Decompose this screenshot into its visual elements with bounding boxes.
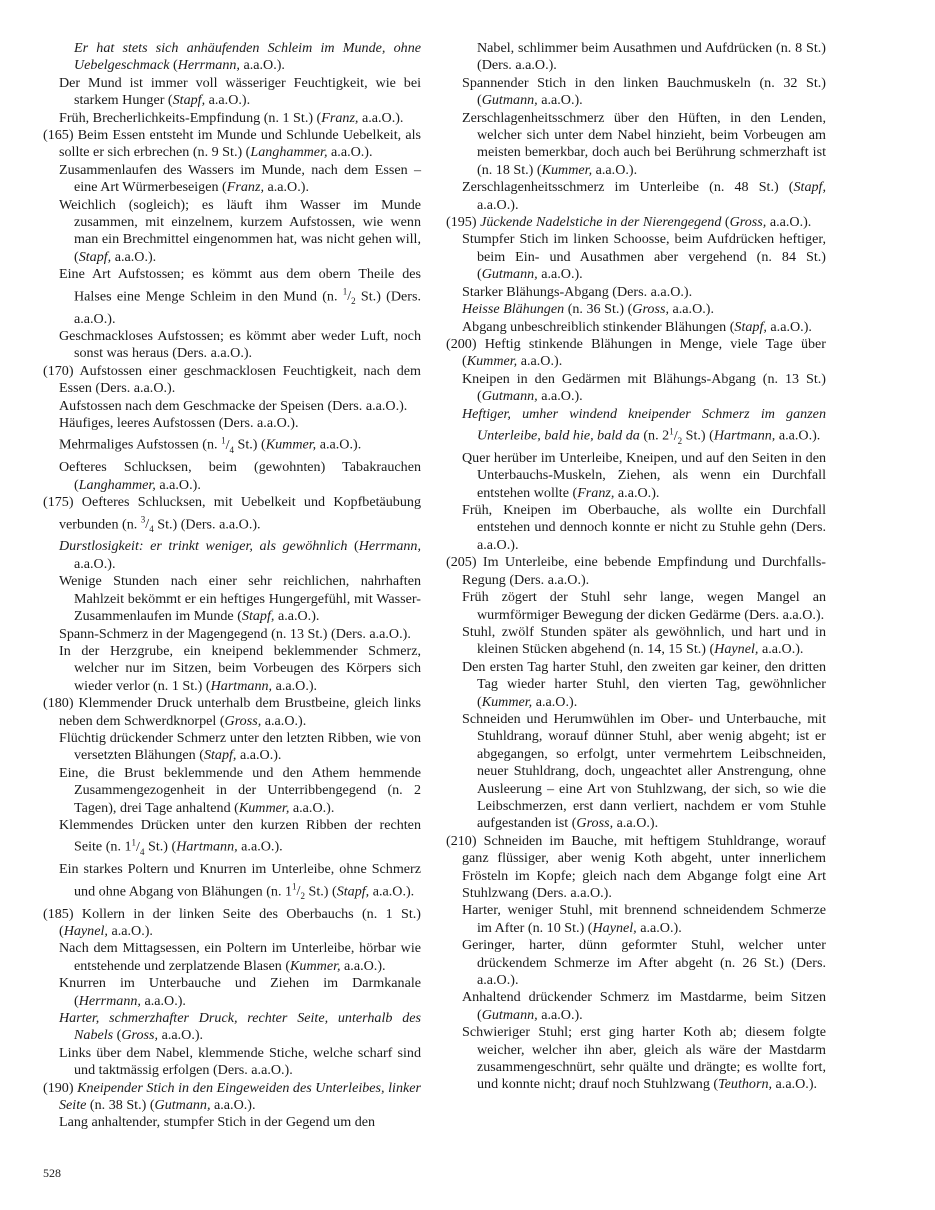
italic-text: Herrmann,: [177, 57, 240, 74]
italic-text: Gutmann,: [481, 1006, 538, 1023]
text-run: Früh, Brecherlichkeits-Empfindung (n. 1 St.) (: [59, 109, 322, 126]
italic-text: Durstlosigkeit: er trinkt weniger, als gewöhnlich: [59, 538, 348, 555]
text-run: Eine, die Brust beklemmende und den Athem hemmende Zusammengezogenheit in der Unterribbengegend (n. 2 Tagen), drei Tage anhaltend (: [59, 764, 421, 816]
text-run: a.a.O.).: [74, 555, 116, 572]
italic-text: Haynel,: [592, 919, 637, 936]
text-run: a.a.O.).: [289, 799, 335, 816]
numbered-entry: [43, 363, 421, 398]
text-run: a.a.O.).: [274, 608, 320, 625]
symptom-entry: [43, 573, 421, 625]
text-run: (175) Oefteres Schlucksen, mit Uebelkeit und Kopfbetäubung verbunden (n.: [43, 494, 421, 533]
text-run: a.a.O.).: [532, 693, 578, 710]
italic-text: Haynel,: [63, 923, 108, 939]
numbered-entry: [43, 494, 421, 538]
text-run: a.a.O.).: [537, 388, 583, 405]
symptom-entry: [446, 301, 826, 318]
fraction: $^3/_4$: [140, 514, 154, 535]
italic-text: Haynel,: [714, 641, 759, 658]
italic-text: Gutmann,: [481, 92, 538, 109]
italic-text: Gutmann,: [481, 388, 538, 405]
italic-text: Kummer,: [466, 353, 518, 370]
text-run: a.a.O.).: [261, 712, 307, 729]
fraction: $^1/_2$: [292, 881, 305, 902]
text-run: Oefteres Schlucksen, beim (gewohnten) Tabakrauchen (: [59, 459, 421, 493]
italic-text: Gross,: [632, 301, 669, 318]
text-run: Lang anhaltender, stumpfer Stich in der Gegend um den: [59, 1114, 376, 1131]
italic-text: Gross,: [121, 1027, 159, 1044]
text-run: St.) (: [682, 427, 714, 444]
italic-text: Stapf,: [78, 248, 112, 265]
text-run: a.a.O.).: [537, 1006, 583, 1023]
italic-text: Heisse Blähungen: [462, 301, 565, 318]
text-run: Eine Art Aufstossen; es kömmt aus dem obern Theile des Halses eine Menge Schleim in den Mund (n.: [59, 266, 421, 305]
text-run: Zusammenlaufen des Wassers im Munde, nach dem Essen – eine Art Würmerbeseigen (: [59, 161, 421, 196]
numbered-entry: [43, 1080, 421, 1115]
italic-text: Hartmann,: [176, 839, 238, 856]
italic-text: Kneipender Stich in den Eingeweiden des Unterleibes, linker Seite: [59, 1079, 421, 1114]
text-run: Klemmendes Drücken unter den kurzen Ribben der rechten Seite (n. 1: [59, 816, 421, 856]
text-run: (n. 2: [639, 427, 670, 444]
text-run: Geringer, harter, dünn geformter Stuhl, welcher unter drückendem Schmerze im After abgeht (n. 26 St.) (Ders. a.a.O.).: [462, 937, 826, 989]
symptom-entry: [446, 624, 826, 659]
symptom-entry: [43, 730, 421, 765]
symptom-entry: [446, 502, 826, 554]
text-run: a.a.O.).: [477, 196, 519, 213]
numbered-entry: [446, 554, 826, 589]
numbered-entry: [43, 906, 421, 941]
symptom-entry: [43, 538, 421, 573]
text-run: Nach dem Mittagsessen, ein Poltern im Unterleibe, hörbar wie entstehende und zerplatzende Blasen (: [59, 940, 421, 974]
text-run: Links über dem Nabel, klemmende Stiche, welche scharf sind und taktmässig erfolgen (Ders. a.a.O.).: [59, 1044, 421, 1079]
italic-text: Gross,: [729, 214, 767, 231]
text-run: Stumpfer Stich im linken Schoosse, beim Aufdrücken heftiger, beim Ein- und Ausathmen aber vergehend (n. 84 St.) (: [462, 231, 826, 283]
text-run: a.a.O.).: [369, 883, 415, 900]
numbered-entry: [43, 695, 421, 730]
text-run: a.a.O.).: [668, 301, 714, 318]
symptom-entry: [43, 1045, 421, 1080]
text-run: (165) Beim Essen entsteht im Munde und Schlunde Uebelkeit, als sollte er sich erbrechen (n. 9 St.) (: [43, 127, 421, 161]
fraction: $^1/_2$: [342, 286, 356, 307]
symptom-entry: [446, 40, 826, 75]
text-run: Mehrmaliges Aufstossen (n.: [59, 437, 222, 454]
symptom-entry: [446, 406, 826, 450]
text-run: Spann-Schmerz in der Magengegend (n. 13 St.) (Ders. a.a.O.).: [59, 625, 411, 642]
text-run: a.a.O.).: [592, 161, 638, 178]
text-run: a.a.O.).: [205, 92, 251, 109]
text-run: a.a.O.).: [766, 214, 812, 231]
symptom-entry: [43, 415, 421, 432]
italic-text: Teuthorn,: [718, 1076, 773, 1093]
text-run: (n. 36 St.) (: [564, 301, 633, 318]
italic-text: Harter, schmerzhafter Druck, rechter Seite, unterhalb des Nabels: [59, 1010, 421, 1044]
text-run: Früh, Kneipen im Oberbauche, als wollte ein Durchfall entstehen und dennoch konnte er nicht zu Stuhle gehn (Ders. a.a.O.).: [462, 502, 826, 553]
text-run: a.a.O.).: [155, 476, 201, 493]
italic-text: Kummer,: [541, 161, 593, 178]
symptom-entry: [446, 371, 826, 406]
text-run: a.a.O.).: [766, 318, 812, 335]
text-run: Nabel, schlimmer beim Ausathmen und Aufdrücken (n. 8 St.) (Ders. a.a.O.).: [477, 40, 826, 74]
text-run: Zerschlagenheitsschmerz über den Hüften, in den Lenden, welcher sich unter dem Nabel hinzieht, beim Vorbeugen am meisten bemerkbar, doch auch bei Berührung schmerzhaft ist (n. 18 St.) (: [462, 109, 826, 178]
text-run: In der Herzgrube, ein kneipend beklemmender Schmerz, welcher nur im Sitzen, beim Vorbeugen des Körpers sich wieder verlor (n. 1 St.) (: [59, 642, 421, 694]
symptom-entry: [43, 75, 421, 110]
italic-text: Jückende Nadelstiche in der Nierengegend: [480, 214, 722, 231]
symptom-entry: [446, 284, 826, 301]
numbered-entry: [446, 336, 826, 371]
text-run: a.a.O.).: [775, 427, 821, 444]
text-run: Wenige Stunden nach einer sehr reichlichen, nahrhaften Mahlzeit bekömmt er ein heftiges Hungergefühl, mit Wasser-Zusammenlaufen im Munde (: [59, 573, 421, 625]
symptom-entry: [43, 432, 421, 459]
text-run: St.) (Ders. a.a.O.).: [74, 288, 421, 327]
numbered-entry: [446, 214, 826, 231]
text-run: Ein starkes Poltern und Knurren im Unterleibe, ohne Schmerz und ohne Abgang von Blähungen (n. 1: [59, 861, 421, 900]
text-run: Flüchtig drückender Schmerz unter den letzten Ribben, wie von versetzten Blähungen (: [59, 729, 421, 764]
text-run: a.a.O.).: [327, 144, 373, 161]
italic-text: Stapf,: [172, 92, 206, 109]
symptom-entry: [43, 940, 421, 975]
text-run: Weichlich (sogleich); es läuft ihm Wasser im Munde zusammen, mit einzelnem, kurzem Aufstossen, wie wenn man ein Brechmittel eingenommen hat, was nicht gehen will, (: [59, 196, 421, 265]
italic-text: Franz,: [321, 109, 359, 126]
italic-text: Kummer,: [265, 437, 317, 454]
numbered-entry: [446, 833, 826, 903]
symptom-entry: [446, 659, 826, 711]
page-number: 528: [43, 1166, 61, 1180]
symptom-entry: [446, 1024, 826, 1094]
text-run: Spannender Stich in den linken Bauchmuskeln (n. 32 St.) (: [462, 74, 826, 109]
italic-text: Kummer,: [238, 799, 290, 816]
text-run: a.a.O.).: [210, 1097, 256, 1114]
text-run: a.a.O.).: [613, 815, 659, 832]
text-run: a.a.O.).: [758, 641, 804, 658]
text-run: a.a.O.).: [316, 437, 362, 454]
text-run: Schwieriger Stuhl; erst ging harter Koth ab; diesem folgte weicher, welcher ihn aber, gleich als wäre der Mastdarm zusammengeschnürt, sehr quälte und drängte; es wollte fort, und konnte nicht; drauf noch Stuhlzwang (: [462, 1024, 826, 1093]
text-run: (: [169, 57, 178, 74]
text-run: Kneipen in den Gedärmen mit Blähungs-Abgang (n. 13 St.) (: [462, 370, 826, 405]
italic-text: Stapf,: [336, 883, 370, 900]
text-run: a.a.O.).: [537, 92, 583, 109]
symptom-entry: [43, 643, 421, 695]
italic-text: Herrmann,: [358, 538, 421, 555]
text-run: (210) Schneiden im Bauche, mit heftigem Stuhldrange, worauf ganz flüssiger, aber wenig Koth abgeht, unter innerlichem Frösteln im Kopfe; gleich nach dem Abgange folgt eine Art Stuhlzwang (Ders. a.a.O.).: [446, 832, 826, 901]
symptom-entry: [43, 817, 421, 861]
symptom-entry: [43, 459, 421, 494]
text-run: (195): [446, 214, 481, 231]
text-run: a.a.O.).: [636, 919, 682, 936]
text-run: a.a.O.).: [107, 923, 153, 939]
symptom-entry: [43, 975, 421, 1010]
text-run: (190): [43, 1079, 78, 1096]
italic-text: Kummer,: [481, 693, 533, 710]
text-run: Früh zögert der Stuhl sehr lange, wegen Mangel an wurmförmiger Bewegung der dicken Gedärme (Ders. a.a.O.).: [462, 589, 826, 623]
text-run: a.a.O.).: [340, 957, 386, 974]
fraction: $^1/_4$: [221, 435, 234, 455]
italic-text: Stapf,: [241, 608, 275, 625]
symptom-entry: [43, 266, 421, 328]
text-run: Zerschlagenheitsschmerz im Unterleibe (n. 48 St.) (: [462, 179, 794, 196]
text-run: a.a.O.).: [772, 1076, 818, 1093]
italic-text: Stapf,: [793, 179, 826, 196]
symptom-entry: [446, 179, 826, 214]
text-run: Harter, weniger Stuhl, mit brennend schneidendem Schmerze im After (n. 10 St.) (: [462, 902, 826, 936]
text-run: Quer herüber im Unterleibe, Kneipen, und auf den Seiten in den Unterbauchs-Muskeln, Ziehen, als wenn ein Durchfall entstehen wollte (: [462, 449, 826, 501]
italic-text: Hartmann,: [713, 427, 776, 444]
text-run: (205) Im Unterleibe, eine bebende Empfindung und Durchfalls-Regung (Ders. a.a.O.).: [446, 554, 826, 588]
symptom-entry: [43, 328, 421, 363]
italic-text: Er hat stets sich anhäufenden Schleim im Munde, ohne Uebelgeschmack: [74, 40, 421, 74]
italic-text: Stapf,: [203, 747, 237, 764]
text-run: Den ersten Tag harter Stuhl, den zweiten gar keiner, den dritten Tag wieder harter Stuhl, den vierten Tag, gewöhnlicher (: [462, 658, 826, 710]
text-run: a.a.O.).: [239, 57, 285, 74]
text-run: St.) (: [144, 839, 177, 856]
text-run: (185) Kollern in der linken Seite des Oberbauchs (n. 1 St.) (: [43, 905, 421, 939]
italic-text: Gutmann,: [154, 1097, 211, 1114]
symptom-entry: [446, 989, 826, 1024]
text-run: a.a.O.).: [158, 1027, 204, 1044]
text-run: St.) (Ders. a.a.O.).: [153, 516, 261, 533]
text-run: a.a.O.).: [517, 353, 563, 370]
symptom-entry: [43, 40, 421, 75]
symptom-entry: [43, 1114, 421, 1131]
text-run: Häufiges, leeres Aufstossen (Ders. a.a.O.).: [59, 415, 299, 432]
italic-text: Kummer,: [290, 957, 341, 974]
symptom-entry: [43, 398, 421, 415]
text-run: (: [113, 1027, 122, 1044]
symptom-entry: [43, 765, 421, 817]
italic-text: Herrmann,: [78, 992, 141, 1009]
symptom-entry: [446, 450, 826, 502]
symptom-entry: [43, 162, 421, 197]
symptom-entry: [446, 110, 826, 180]
text-run: Anhaltend drückender Schmerz im Mastdarme, beim Sitzen (: [462, 989, 826, 1023]
text-run: Abgang unbeschreiblich stinkender Blähungen (: [462, 318, 735, 335]
symptom-entry: [446, 319, 826, 336]
italic-text: Hartmann,: [210, 677, 273, 694]
text-run: (: [721, 214, 730, 231]
italic-text: Heftiger, umher windend kneipender Schmerz im ganzen Unterleibe, bald hie, bald da: [462, 405, 826, 444]
italic-text: Gutmann,: [481, 266, 538, 283]
text-run: Starker Blähungs-Abgang (Ders. a.a.O.).: [462, 283, 693, 300]
text-run: (n. 38 St.) (: [86, 1097, 155, 1114]
fraction: $^1/_4$: [131, 837, 145, 857]
text-run: a.a.O.).: [111, 248, 157, 265]
text-run: a.a.O.).: [272, 677, 318, 694]
text-run: Der Mund ist immer voll wässeriger Feuchtigkeit, wie bei starkem Hunger (: [59, 74, 421, 109]
symptom-entry: [446, 75, 826, 110]
text-run: Geschmackloses Aufstossen; es kömmt aber weder Luft, noch sonst was heraus (Ders. a.a.O.).: [59, 328, 421, 362]
text-run: (200) Heftig stinkende Blähungen in Menge, viele Tage über (: [446, 335, 826, 370]
left-column: [43, 40, 421, 1132]
text-run: (170) Aufstossen einer geschmacklosen Feuchtigkeit, nach dem Essen (Ders. a.a.O.).: [43, 362, 421, 397]
text-run: a.a.O.).: [140, 992, 186, 1009]
symptom-entry: [446, 589, 826, 624]
fraction: $^1/_2$: [669, 425, 683, 446]
right-column: [446, 40, 826, 1094]
symptom-entry: [43, 626, 421, 643]
symptom-entry: [446, 902, 826, 937]
text-run: St.) (: [233, 437, 266, 454]
italic-text: Stapf,: [734, 318, 767, 335]
italic-text: Franz,: [226, 179, 264, 196]
symptom-entry: [446, 711, 826, 833]
symptom-entry: [446, 231, 826, 283]
italic-text: Franz,: [577, 484, 615, 501]
text-run: Schneiden und Herumwühlen im Ober- und Unterbauche, mit Stuhldrang, worauf dünner Stuhl, aber wenig abgeht; ist er abgegangen, so erfolgt, unter vermehrtem Leibschneiden, neuer Stuhldrang, doch, ungeachtet aller Anstrengung, ohne Ausleerung – eine Art von Stuhlzwang, der sich, so wie die Leibschmerzen, erst dann verliert, nachdem er vom Stuhle aufgestanden ist (: [462, 710, 826, 832]
text-run: St.) (: [304, 883, 337, 900]
italic-text: Langhammer,: [78, 476, 156, 493]
text-run: a.a.O.).: [236, 747, 282, 764]
text-run: Knurren im Unterbauche und Ziehen im Darmkanale (: [59, 975, 421, 1009]
symptom-entry: [43, 110, 421, 127]
text-run: a.a.O.).: [237, 839, 283, 856]
symptom-entry: [43, 197, 421, 267]
text-run: Aufstossen nach dem Geschmacke der Speisen (Ders. a.a.O.).: [59, 397, 408, 414]
text-run: a.a.O.).: [358, 109, 404, 126]
italic-text: Gross,: [224, 712, 262, 729]
symptom-entry: [43, 1010, 421, 1045]
text-run: a.a.O.).: [537, 266, 583, 283]
italic-text: Langhammer,: [250, 144, 328, 161]
symptom-entry: [446, 937, 826, 989]
symptom-entry: [43, 861, 421, 905]
text-run: (: [347, 538, 359, 555]
text-run: a.a.O.).: [614, 484, 660, 501]
text-run: (180) Klemmender Druck unterhalb dem Brustbeine, gleich links neben dem Schwerdknorpel (: [43, 695, 421, 729]
numbered-entry: [43, 127, 421, 162]
italic-text: Gross,: [576, 815, 614, 832]
text-run: a.a.O.).: [263, 179, 309, 196]
text-run: Stuhl, zwölf Stunden später als gewöhnlich, und hart und in kleinen Stücken abgehend (n. 14, 15 St.) (: [462, 623, 826, 658]
